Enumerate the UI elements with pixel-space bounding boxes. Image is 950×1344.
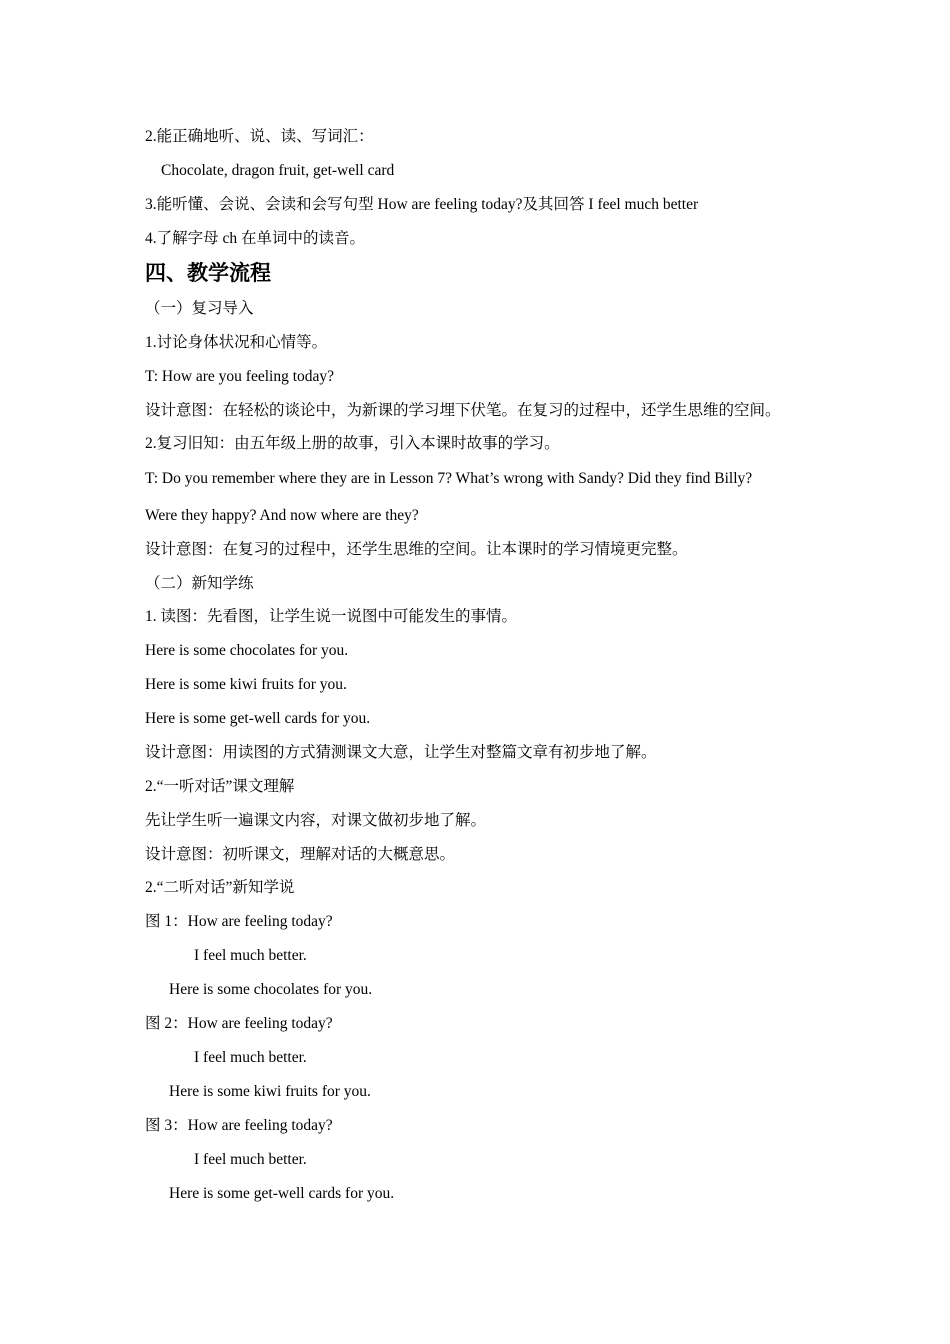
objective-4: 4.了解字母 ch 在单词中的读音。: [145, 230, 366, 247]
design-intent-4: 设计意图：初听课文，理解对话的大概意思。: [145, 846, 456, 863]
example-sentence-2: Here is some kiwi fruits for you.: [145, 676, 347, 693]
objective-2: 2.能正确地听、说、读、写词汇：: [145, 128, 374, 145]
step-first-listening: 2.“一听对话”课文理解: [145, 778, 295, 795]
subsection-new-knowledge: （二）新知学练: [145, 575, 254, 592]
picture-2-gift: Here is some kiwi fruits for you.: [169, 1083, 371, 1100]
first-listening-desc: 先让学生听一遍课文内容，对课文做初步地了解。: [145, 812, 487, 829]
picture-1-gift: Here is some chocolates for you.: [169, 981, 373, 998]
objective-3: 3.能听懂、会说、会读和会写句型 How are feeling today?及其回答 I feel much better: [145, 196, 699, 213]
step-review-old: 2.复习旧知：由五年级上册的故事，引入本课时故事的学习。: [145, 435, 560, 452]
picture-3-gift: Here is some get-well cards for you.: [169, 1185, 395, 1202]
picture-2-question: 图 2：How are feeling today?: [145, 1015, 333, 1032]
picture-3-answer: I feel much better.: [194, 1151, 307, 1168]
design-intent-1: 设计意图：在轻松的谈论中，为新课的学习埋下伏笔。在复习的过程中，还学生思维的空间。: [145, 402, 781, 419]
vocabulary-list: Chocolate, dragon fruit, get-well card: [161, 162, 395, 179]
example-sentence-3: Here is some get-well cards for you.: [145, 710, 371, 727]
teacher-question-1: T: How are you feeling today?: [145, 368, 335, 385]
teacher-question-2-cont: Were they happy? And now where are they?: [145, 507, 419, 524]
section-heading-teaching-process: 四、教学流程: [145, 261, 271, 285]
subsection-review: （一）复习导入: [145, 300, 254, 317]
picture-3-question: 图 3：How are feeling today?: [145, 1117, 333, 1134]
step-discussion: 1.讨论身体状况和心情等。: [145, 334, 328, 351]
picture-1-answer: I feel much better.: [194, 947, 307, 964]
picture-2-answer: I feel much better.: [194, 1049, 307, 1066]
design-intent-2: 设计意图：在复习的过程中，还学生思维的空间。让本课时的学习情境更完整。: [145, 541, 688, 558]
step-second-listening: 2.“二听对话”新知学说: [145, 879, 295, 896]
design-intent-3: 设计意图：用读图的方式猜测课文大意，让学生对整篇文章有初步地了解。: [145, 744, 657, 761]
example-sentence-1: Here is some chocolates for you.: [145, 642, 349, 659]
picture-1-question: 图 1：How are feeling today?: [145, 913, 333, 930]
teacher-question-2: T: Do you remember where they are in Lesson 7? What’s wrong with Sandy? Did they find Billy?: [145, 470, 753, 487]
step-read-pictures: 1. 读图：先看图，让学生说一说图中可能发生的事情。: [145, 608, 518, 625]
